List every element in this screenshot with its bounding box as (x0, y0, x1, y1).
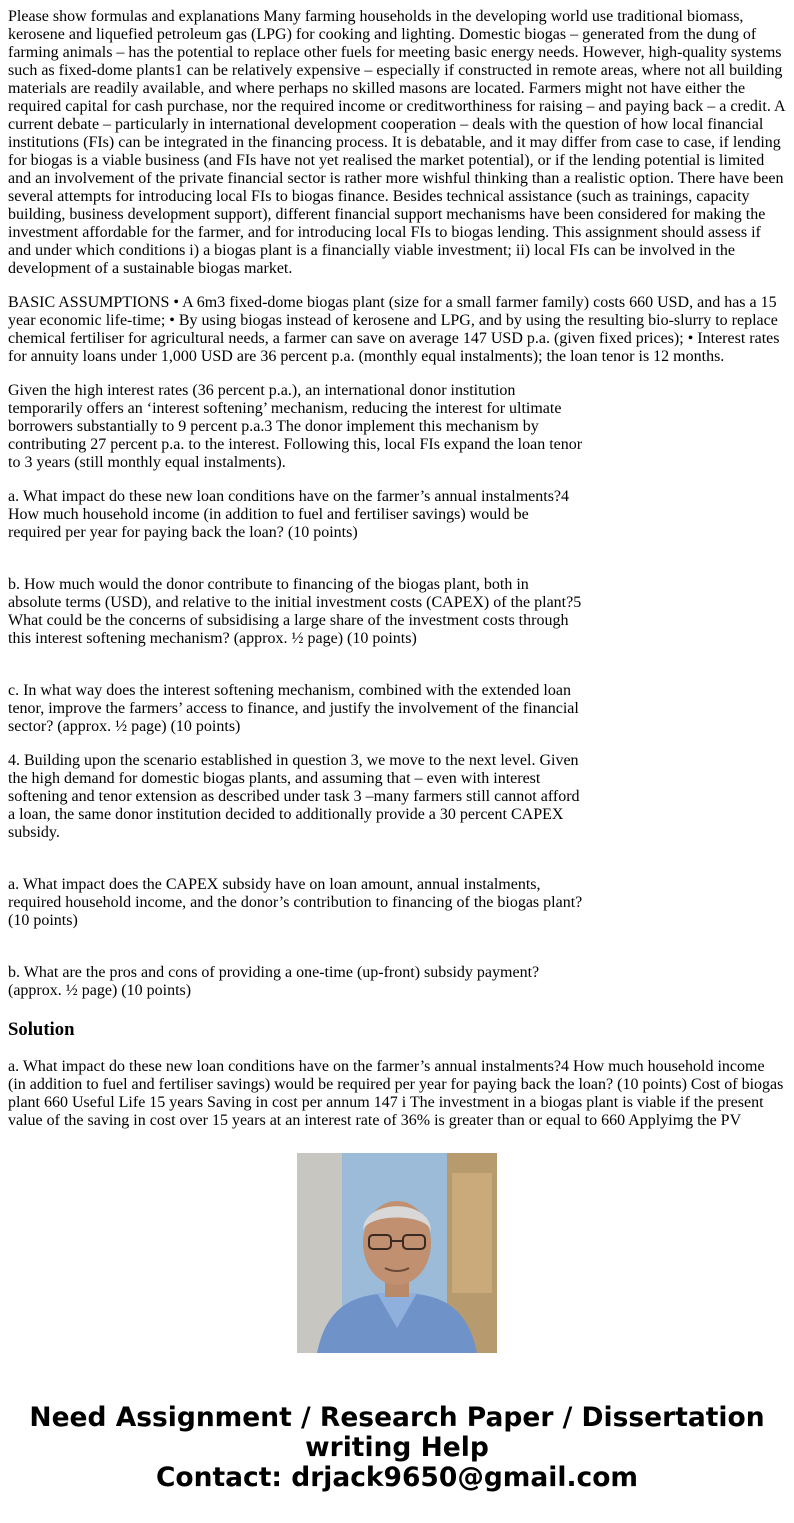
banner-line-1: Need Assignment / Research Paper / Dissertation (29, 1402, 765, 1433)
banner-line-2: writing Help (305, 1432, 489, 1463)
assumptions-paragraph: BASIC ASSUMPTIONS • A 6m3 fixed-dome biogas plant (size for a small farmer family) costs 660 USD, and has a 15 year economic life-time; • By using biogas instead of kerosene and LPG, and by using the resulting bio-slurry to replace chemical fertiliser for agricultural needs, a farmer can save on average 147 USD p.a. (given fixed prices); • Interest rates for annuity loans under 1,000 USD are 36 percent p.a. (monthly equal instalments); the loan tenor is 12 months. (8, 294, 780, 365)
question-3a: a. What impact do these new loan conditions have on the farmer’s annual instalments?4 How much household income (in addition to fuel and fertiliser savings) would be required per year for paying back the loan? (10 points) (8, 488, 570, 541)
solution-heading: Solution (8, 1019, 75, 1040)
question-4a: a. What impact does the CAPEX subsidy have on loan amount, annual instalments, required household income, and the donor’s contribution to financing of the biogas plant? (10 points) (8, 876, 583, 929)
solution-text: a. What impact do these new loan conditions have on the farmer’s annual instalments?4 How much household income (in addition to fuel and fertiliser savings) would be required per year for paying back the loan? (10 points) Cost of biogas plant 660 Useful Life 15 years Saving in cost per annum 147 i The investment in a biogas plant is viable if the present value of the saving in cost over 15 years at an interest rate of 36% is greater than or equal to 660 Applyimg the PV (8, 1058, 784, 1129)
avatar-portrait-illustration (297, 1153, 497, 1353)
tutor-avatar (297, 1153, 497, 1353)
question-3-context: Given the high interest rates (36 percent p.a.), an international donor institution temporarily offers an ‘interest softening’ mechanism, reducing the interest for ultimate borrowers substantially to 9 percent p.a.3 The donor implement this mechanism by contributing 27 percent p.a. to the interest. Following this, local FIs expand the loan tenor to 3 years (still monthly equal instalments). (8, 382, 583, 471)
question-4b: b. What are the pros and cons of providing a one-time (up-front) subsidy payment? (approx. ½ page) (10 points) (8, 964, 540, 999)
banner-contact-line: Contact: drjack9650@gmail.com (155, 1462, 639, 1493)
contact-banner (0, 1403, 794, 1493)
question-3c: c. In what way does the interest softening mechanism, combined with the extended loan tenor, improve the farmers’ access to finance, and justify the involvement of the financial sector? (approx. ½ page) (10 points) (8, 682, 579, 735)
question-content (8, 8, 786, 1136)
intro-paragraph: Please show formulas and explanations Many farming households in the developing world use traditional biomass, kerosene and liquefied petroleum gas (LPG) for cooking and lighting. Domestic biogas – generated from the dung of farming animals – has the potential to replace other fuels for meeting basic energy needs. However, high-quality systems such as fixed-dome plants1 can be relatively expensive – especially if constructed in remote areas, where not all building materials are readily available, and where perhaps no skilled masons are located. Farmers might not have either the required capital for cash purchase, nor the required income or creditworthiness for raising – and paying back – a credit. A current debate – particularly in international development cooperation – deals with the question of how local financial institutions (FIs) can be integrated in the financing process. It is debatable, and it may differ from case to case, if lending for biogas is a viable business (and FIs have not yet realised the market potential), or if the lending potential is limited and an involvement of the private financial sector is rather more wishful thinking than a realistic option. There have been several attempts for introducing local FIs to biogas finance. Besides technical assistance (such as trainings, capacity building, business development support), different financial support mechanisms have been considered for making the investment affordable for the farmer, and for introducing local FIs to biogas lending. This assignment should assess if and under which conditions i) a biogas plant is a financially viable investment; ii) local FIs can be involved in the development of a sustainable biogas market. (8, 8, 785, 277)
question-3b: b. How much would the donor contribute to financing of the biogas plant, both in absolute terms (USD), and relative to the initial investment costs (CAPEX) of the plant?5 What could be the concerns of subsidising a large share of the investment costs through this interest softening mechanism? (approx. ½ page) (10 points) (8, 576, 582, 647)
question-4: 4. Building upon the scenario established in question 3, we move to the next level. Given the high demand for domestic biogas plants, and assuming that – even with interest softening and tenor extension as described under task 3 –many farmers still cannot afford a loan, the same donor institution decided to additionally provide a 30 percent CAPEX subsidy. (8, 752, 580, 841)
